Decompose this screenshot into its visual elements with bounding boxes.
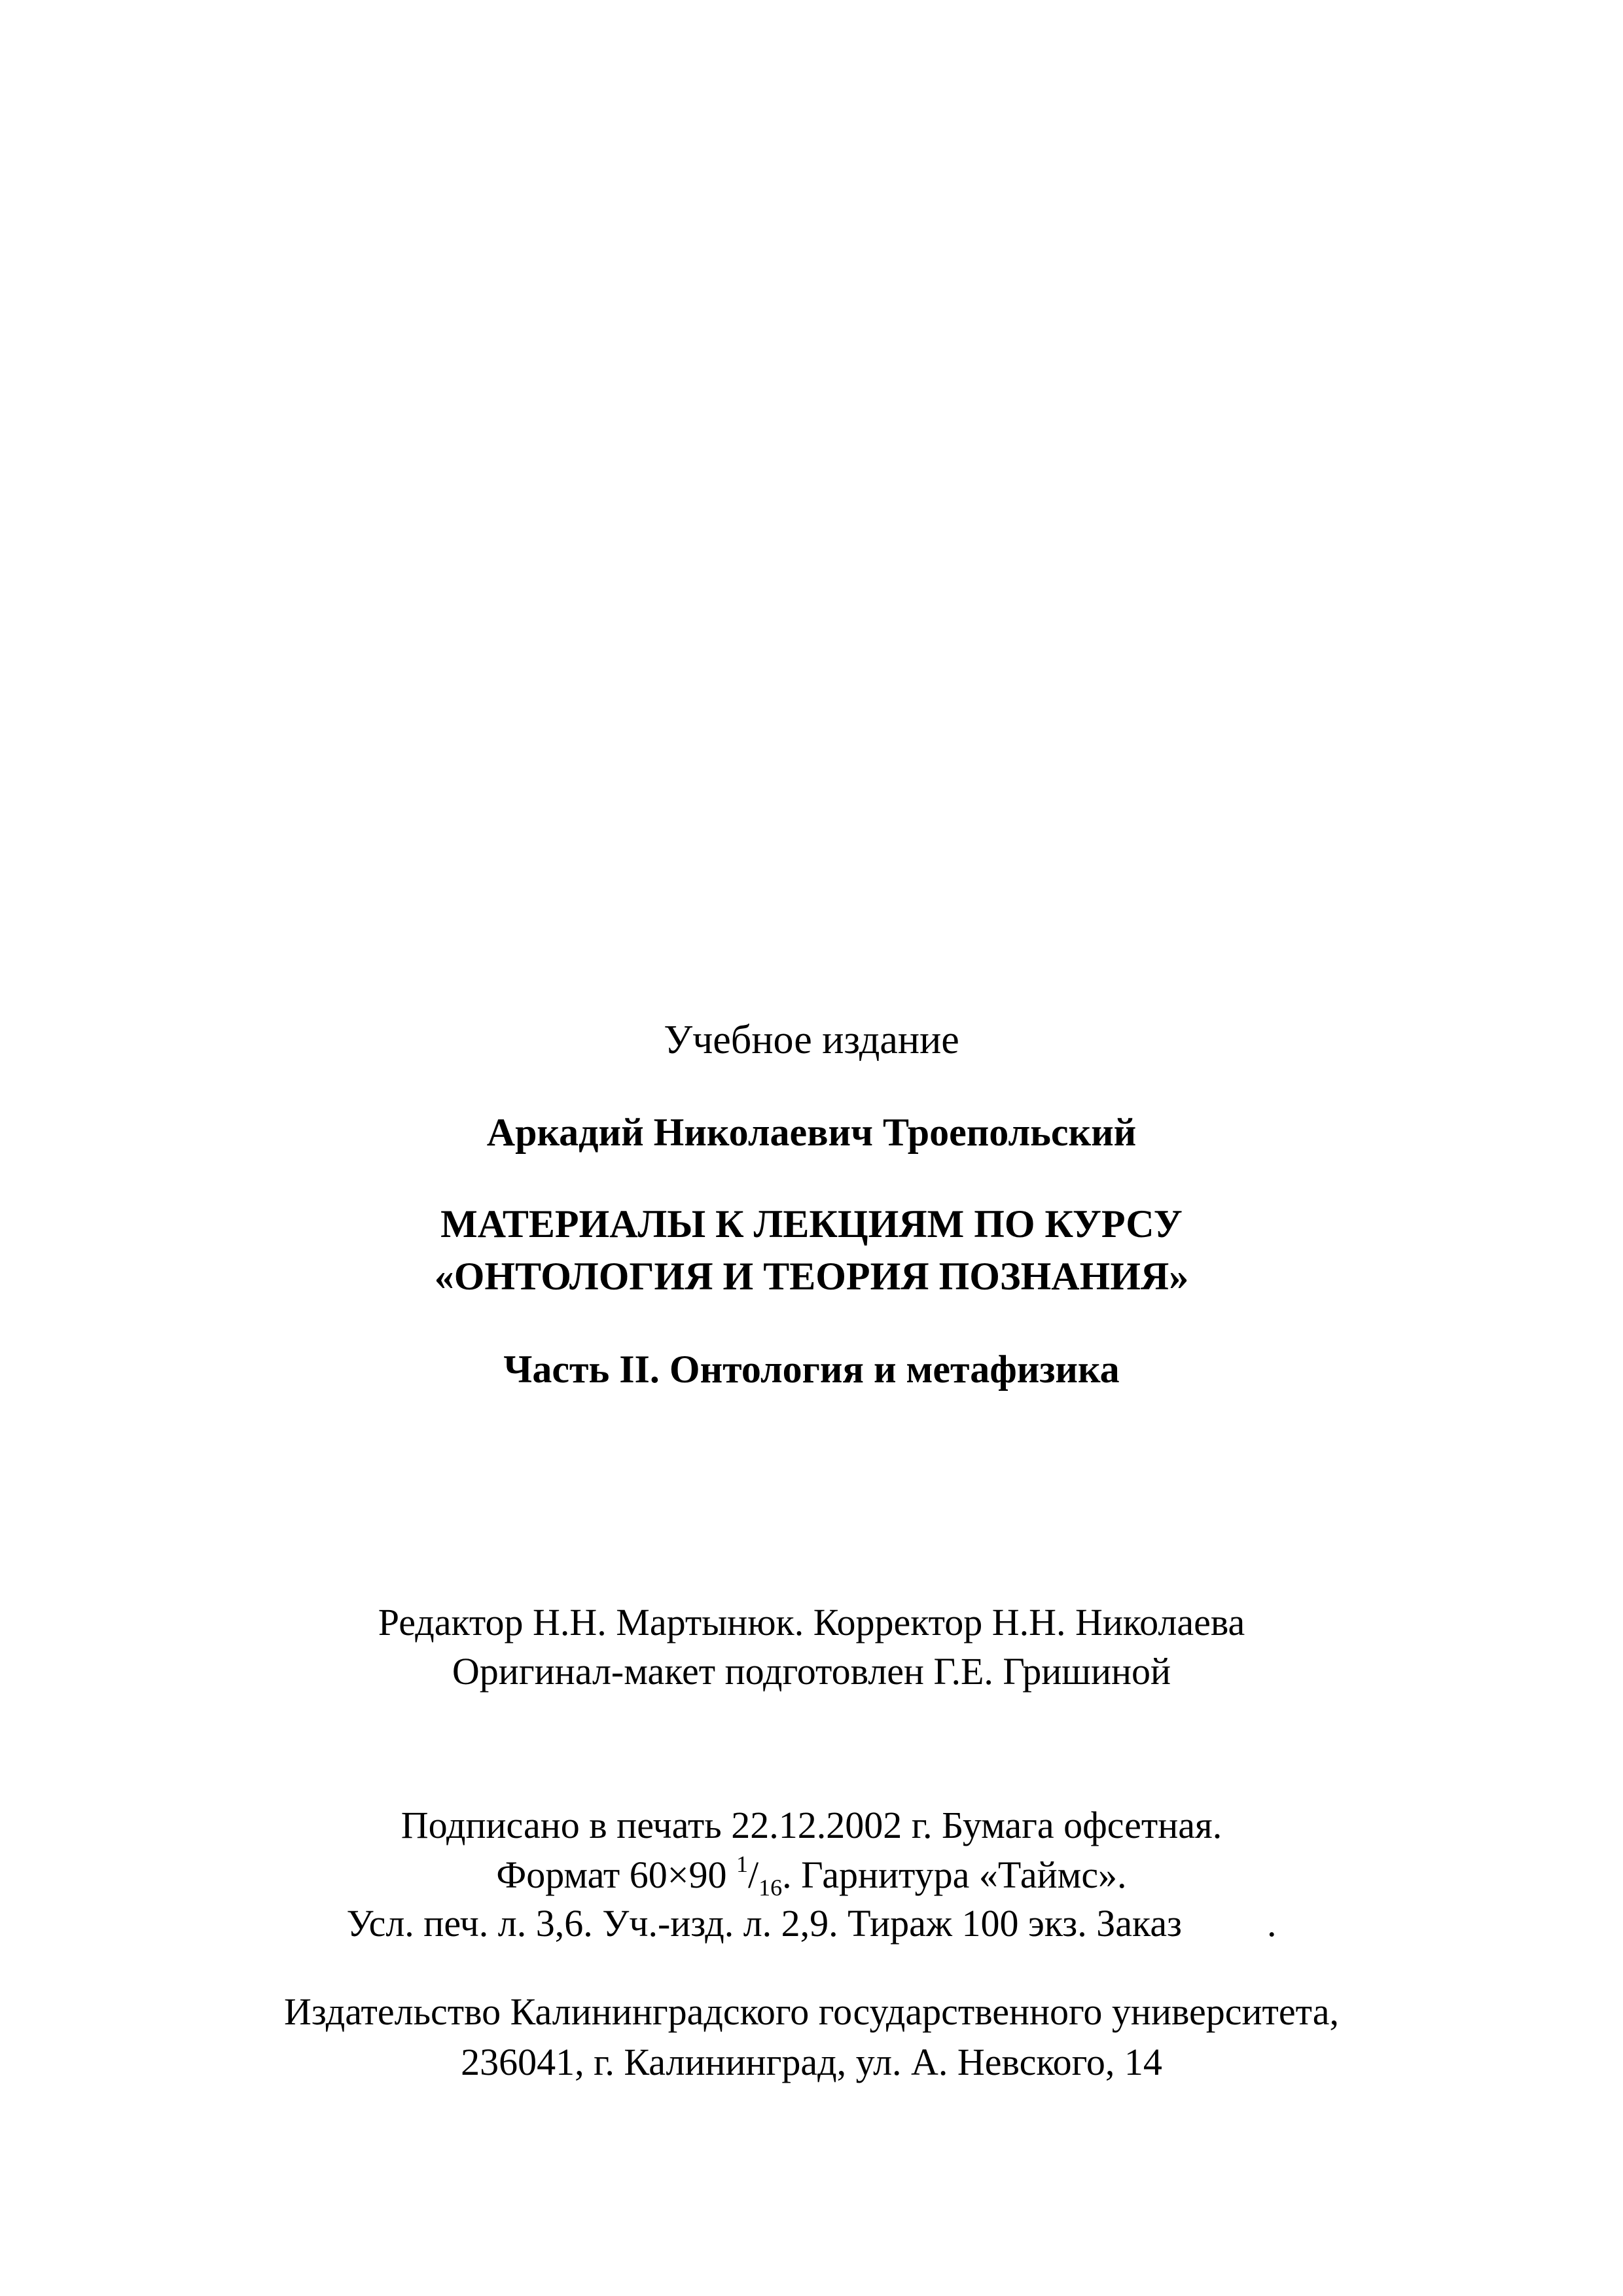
- edition-type: Учебное издание: [664, 1018, 959, 1062]
- part-title: Часть II. Онтология и метафизика: [503, 1348, 1120, 1391]
- print-run-line: [0, 1902, 1623, 1945]
- book-title-line-1: МАТЕРИАЛЫ К ЛЕКЦИЯМ ПО КУРСУ: [440, 1202, 1183, 1246]
- format-denominator: 16: [758, 1874, 783, 1901]
- format-prefix: Формат 60×90: [496, 1854, 736, 1896]
- signed-to-print-line: Подписано в печать 22.12.2002 г. Бумага офсетная.: [401, 1804, 1222, 1846]
- format-numerator: 1: [736, 1851, 748, 1877]
- book-title-line-2: «ОНТОЛОГИЯ И ТЕОРИЯ ПОЗНАНИЯ»: [434, 1255, 1189, 1298]
- format-slash: /: [747, 1854, 759, 1896]
- author-name: Аркадий Николаевич Троепольский: [486, 1111, 1137, 1154]
- publisher-name: Издательство Калининградского государственного университета,: [284, 1990, 1339, 2033]
- layout-credits: Оригинал-макет подготовлен Г.Е. Гришиной: [452, 1650, 1171, 1693]
- format-line: [0, 1851, 1623, 1901]
- format-suffix: . Гарнитура «Таймс».: [782, 1854, 1127, 1896]
- print-run-text: Усл. печ. л. 3,6. Уч.-изд. л. 2,9. Тираж 100 экз. Заказ: [346, 1902, 1182, 1945]
- print-run-end: .: [1266, 1902, 1277, 1945]
- editor-credits: Редактор Н.Н. Мартынюк. Корректор Н.Н. Николаева: [378, 1601, 1245, 1643]
- publisher-address: 236041, г. Калининград, ул. А. Невского, 14: [461, 2041, 1162, 2083]
